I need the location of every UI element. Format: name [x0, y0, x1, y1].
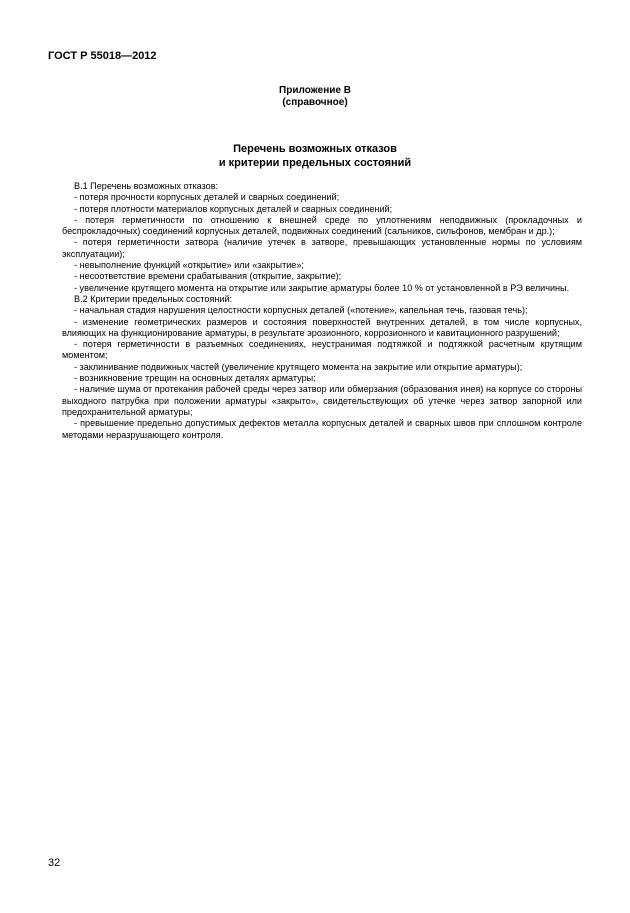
list-item: - заклинивание подвижных частей (увеличение крутящего момента на закрытие или открытие арматуры); [74, 361, 523, 372]
list-item: - увеличение крутящего момента на открытие или закрытие арматуры более 10 % от установленной в РЭ величины. [74, 282, 570, 293]
appendix-type: (справочное) [282, 97, 348, 108]
list-item: - невыполнение функций «открытие» или «закрытие»; [74, 260, 304, 271]
list-item: - потеря герметичности затвора (наличие утечек в затворе, превышающих установленные нормы по условиям эксплуатации); [62, 237, 582, 259]
list-item: - изменение геометрических размеров и состояния поверхностей внутренних деталей, в том числе корпусных, влияющих на функционирование арматуры, в результате эрозионного, коррозионного и кавитационного разрушений; [62, 316, 582, 338]
list-item: - потеря прочности корпусных деталей и сварных соединений; [74, 192, 340, 203]
subsection-heading-criteria: В.2 Критерии предельных состояний: [74, 293, 233, 304]
list-item: - потеря герметичности по отношению к внешней среде по уплотнениям неподвижных (прокладочных и беспрокладочных) соединений корпусных деталей, подвижных соединений (сальников, сильфонов, мембран и др.); [62, 214, 582, 237]
appendix-heading [0, 85, 630, 109]
appendix-label: Приложение В [279, 85, 351, 96]
section-title-line1: Перечень возможных отказов [233, 143, 397, 155]
list-item: - превышение предельно допустимых дефектов металла корпусных деталей и сварных швов при сплошном контроле методами неразрушающего контроля. [62, 418, 582, 440]
page-number: 32 [48, 857, 61, 869]
list-item: - наличие шума от протекания рабочей среды через затвор или обмерзания (образования инея) на корпусе со стороны выходного патрубка при положении арматуры «закрыто», свидетельствующих об утечке через затвор запорной или предохранительной арматуры; [62, 384, 582, 417]
list-item: - возникновение трещин на основных деталях арматуры; [74, 373, 316, 384]
document-standard-number: ГОСТ Р 55018—2012 [48, 50, 157, 62]
list-item: - несоответствие времени срабатывания (открытие, закрытие); [74, 271, 342, 282]
list-item: - потеря герметичности в разъемных соединениях, неустранимая подтяжкой и подтяжкой расчетным крутящим моментом; [62, 339, 582, 361]
subsection-heading-failures: В.1 Перечень возможных отказов: [74, 181, 219, 191]
section-title [0, 142, 630, 170]
list-item: - начальная стадия нарушения целостности корпусных деталей («потение», капельная течь, газовая течь); [74, 305, 528, 316]
document-body [62, 181, 582, 441]
list-item: - потеря плотности материалов корпусных деталей и сварных соединений; [74, 203, 393, 214]
section-title-line2: и критерии предельных состояний [218, 157, 412, 169]
